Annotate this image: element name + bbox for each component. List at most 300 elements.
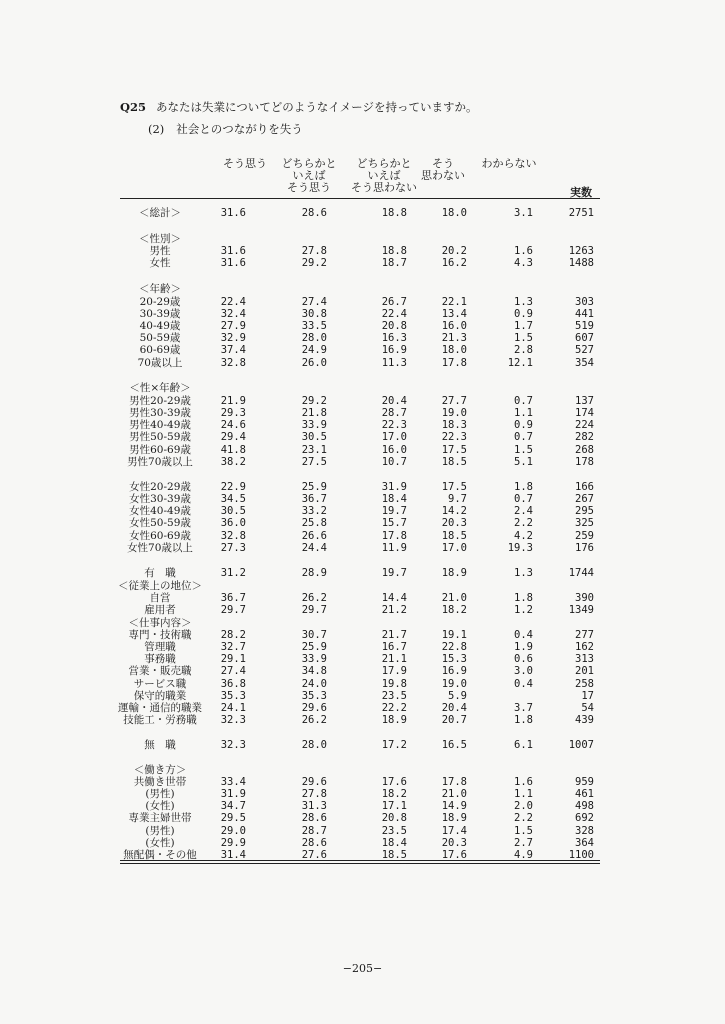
- cell-value: 31.2: [220, 567, 246, 579]
- cell-count: 1100: [568, 849, 594, 861]
- row-label: 男性50-59歳: [129, 431, 191, 443]
- cell-value: 16.2: [441, 257, 467, 269]
- cell-value: 20.8: [381, 320, 407, 332]
- cell-value: 41.8: [220, 444, 246, 456]
- row-label: 女性50-59歳: [129, 517, 191, 529]
- row-label: 30-39歳: [139, 308, 181, 320]
- row-label: ＜従業上の地位＞: [118, 580, 202, 592]
- row-label: 男性70歳以上: [127, 456, 193, 468]
- row-label: 自営: [149, 592, 171, 604]
- cell-count: 178: [575, 456, 594, 468]
- cell-value: 18.7: [381, 257, 407, 269]
- cell-value: 31.6: [220, 257, 246, 269]
- cell-value: 0.7: [514, 395, 533, 407]
- table-row: [0, 207, 725, 219]
- row-label: (女性): [145, 800, 175, 812]
- table-row: [0, 665, 725, 677]
- table-row: [0, 530, 725, 542]
- cell-count: 258: [575, 678, 594, 690]
- cell-value: 3.1: [514, 207, 533, 219]
- cell-value: 24.1: [220, 702, 246, 714]
- count-header: 実数: [570, 186, 592, 199]
- cell-value: 0.9: [514, 308, 533, 320]
- row-label: ＜年齢＞: [139, 283, 181, 295]
- cell-count: 461: [575, 788, 594, 800]
- cell-value: 26.2: [301, 714, 327, 726]
- cell-value: 36.7: [301, 493, 327, 505]
- cell-value: 17.5: [441, 444, 467, 456]
- cell-value: 2.7: [514, 837, 533, 849]
- cell-value: 21.8: [301, 407, 327, 419]
- row-label: 40-49歳: [139, 320, 181, 332]
- cell-value: 27.5: [301, 456, 327, 468]
- cell-value: 21.0: [441, 788, 467, 800]
- cell-value: 25.9: [301, 641, 327, 653]
- cell-value: 18.5: [441, 530, 467, 542]
- row-label: 60-69歳: [139, 344, 181, 356]
- column-header: そう思う: [223, 157, 267, 170]
- cell-value: 34.7: [220, 800, 246, 812]
- cell-count: 527: [575, 344, 594, 356]
- cell-count: 313: [575, 653, 594, 665]
- cell-value: 17.0: [441, 542, 467, 554]
- cell-value: 38.2: [220, 456, 246, 468]
- cell-count: 54: [581, 702, 594, 714]
- cell-value: 27.7: [441, 395, 467, 407]
- cell-value: 16.0: [441, 320, 467, 332]
- cell-count: 166: [575, 481, 594, 493]
- cell-value: 20.8: [381, 812, 407, 824]
- table-row: [0, 296, 725, 308]
- row-label: 専業主婦世帯: [128, 812, 192, 824]
- cell-value: 17.5: [441, 481, 467, 493]
- cell-value: 1.6: [514, 245, 533, 257]
- row-label: 保守的職業: [133, 690, 187, 702]
- row-label: 共働き世帯: [133, 776, 187, 788]
- cell-value: 20.4: [381, 395, 407, 407]
- cell-value: 1.8: [514, 481, 533, 493]
- column-header: どちらかと いえば そう思わない: [351, 157, 417, 194]
- cell-value: 1.5: [514, 825, 533, 837]
- cell-value: 21.7: [381, 629, 407, 641]
- table-row: [0, 419, 725, 431]
- cell-value: 28.6: [301, 837, 327, 849]
- table-row: [0, 776, 725, 788]
- row-label: 男性40-49歳: [129, 419, 191, 431]
- cell-value: 17.0: [381, 431, 407, 443]
- cell-value: 31.4: [220, 849, 246, 861]
- cell-value: 22.3: [381, 419, 407, 431]
- cell-value: 33.4: [220, 776, 246, 788]
- table-row: [0, 395, 725, 407]
- table-row: [0, 382, 725, 394]
- cell-value: 18.9: [381, 714, 407, 726]
- table-row: [0, 617, 725, 629]
- cell-value: 36.7: [220, 592, 246, 604]
- row-label: 女性: [149, 257, 171, 269]
- cell-value: 19.3: [507, 542, 533, 554]
- cell-value: 36.0: [220, 517, 246, 529]
- table-bottom-rule: [120, 860, 600, 861]
- question-text: あなたは失業についてどのようなイメージを持っていますか。: [156, 100, 478, 114]
- table-row: [0, 702, 725, 714]
- table-row: [0, 641, 725, 653]
- table-row: [0, 825, 725, 837]
- cell-value: 1.1: [514, 788, 533, 800]
- cell-value: 19.0: [441, 407, 467, 419]
- cell-value: 15.3: [441, 653, 467, 665]
- column-header: わからない: [481, 157, 537, 170]
- cell-value: 28.2: [220, 629, 246, 641]
- cell-value: 18.2: [381, 788, 407, 800]
- cell-count: 17: [581, 690, 594, 702]
- cell-value: 16.7: [381, 641, 407, 653]
- cell-value: 27.4: [301, 296, 327, 308]
- cell-value: 20.3: [441, 837, 467, 849]
- cell-value: 32.8: [220, 357, 246, 369]
- cell-value: 17.2: [381, 739, 407, 751]
- table-row: [0, 456, 725, 468]
- cell-value: 32.8: [220, 530, 246, 542]
- table-row: [0, 678, 725, 690]
- cell-count: 328: [575, 825, 594, 837]
- cell-value: 0.9: [514, 419, 533, 431]
- table-row: [0, 690, 725, 702]
- cell-value: 32.7: [220, 641, 246, 653]
- cell-count: 267: [575, 493, 594, 505]
- cell-value: 23.5: [381, 825, 407, 837]
- cell-value: 1.1: [514, 407, 533, 419]
- table-row: [0, 604, 725, 616]
- cell-count: 268: [575, 444, 594, 456]
- cell-value: 25.9: [301, 481, 327, 493]
- row-label: 無配偶・その他: [123, 849, 197, 861]
- cell-value: 14.4: [381, 592, 407, 604]
- row-label: 20-29歳: [139, 296, 181, 308]
- row-label: ＜性別＞: [139, 233, 181, 245]
- cell-value: 27.8: [301, 788, 327, 800]
- table-row: [0, 332, 725, 344]
- row-label: 女性30-39歳: [129, 493, 191, 505]
- cell-value: 37.4: [220, 344, 246, 356]
- cell-value: 1.2: [514, 604, 533, 616]
- cell-value: 4.9: [514, 849, 533, 861]
- cell-value: 2.2: [514, 517, 533, 529]
- cell-value: 29.3: [220, 407, 246, 419]
- cell-value: 34.8: [301, 665, 327, 677]
- table-row: [0, 567, 725, 579]
- cell-value: 22.3: [441, 431, 467, 443]
- cell-value: 21.1: [381, 653, 407, 665]
- cell-value: 2.2: [514, 812, 533, 824]
- cell-value: 14.2: [441, 505, 467, 517]
- cell-value: 28.6: [301, 812, 327, 824]
- cell-value: 17.6: [441, 849, 467, 861]
- row-label: ＜総計＞: [139, 207, 181, 219]
- cell-count: 2751: [568, 207, 594, 219]
- page-number: −205−: [342, 962, 383, 975]
- row-label: 専門・技術職: [128, 629, 192, 641]
- cell-value: 16.3: [381, 332, 407, 344]
- cell-value: 17.1: [381, 800, 407, 812]
- cell-value: 16.0: [381, 444, 407, 456]
- cell-value: 18.9: [441, 567, 467, 579]
- cell-value: 18.8: [381, 245, 407, 257]
- row-label: 男性60-69歳: [129, 444, 191, 456]
- cell-value: 22.8: [441, 641, 467, 653]
- cell-value: 1.8: [514, 592, 533, 604]
- cell-count: 277: [575, 629, 594, 641]
- cell-count: 259: [575, 530, 594, 542]
- row-label: 有 職: [144, 567, 176, 579]
- cell-value: 27.8: [301, 245, 327, 257]
- cell-value: 30.5: [301, 431, 327, 443]
- row-label: 女性40-49歳: [129, 505, 191, 517]
- cell-count: 390: [575, 592, 594, 604]
- cell-value: 35.3: [220, 690, 246, 702]
- cell-value: 29.2: [301, 395, 327, 407]
- cell-value: 17.9: [381, 665, 407, 677]
- cell-value: 29.0: [220, 825, 246, 837]
- cell-value: 29.9: [220, 837, 246, 849]
- cell-value: 27.4: [220, 665, 246, 677]
- cell-value: 18.3: [441, 419, 467, 431]
- cell-value: 27.6: [301, 849, 327, 861]
- cell-value: 22.9: [220, 481, 246, 493]
- cell-value: 32.4: [220, 308, 246, 320]
- cell-value: 16.5: [441, 739, 467, 751]
- row-label: 男性20-29歳: [129, 395, 191, 407]
- table-row: [0, 837, 725, 849]
- cell-value: 22.1: [441, 296, 467, 308]
- cell-count: 519: [575, 320, 594, 332]
- cell-value: 29.7: [220, 604, 246, 616]
- row-label: 事務職: [144, 653, 176, 665]
- cell-value: 31.3: [301, 800, 327, 812]
- cell-value: 26.2: [301, 592, 327, 604]
- cell-value: 19.7: [381, 505, 407, 517]
- cell-value: 30.5: [220, 505, 246, 517]
- cell-value: 1.5: [514, 332, 533, 344]
- cell-value: 28.0: [301, 739, 327, 751]
- cell-value: 35.3: [301, 690, 327, 702]
- cell-value: 21.9: [220, 395, 246, 407]
- cell-value: 11.3: [381, 357, 407, 369]
- cell-value: 0.4: [514, 678, 533, 690]
- table-row: [0, 764, 725, 776]
- cell-value: 31.9: [381, 481, 407, 493]
- cell-value: 25.8: [301, 517, 327, 529]
- table-row: [0, 320, 725, 332]
- cell-value: 26.0: [301, 357, 327, 369]
- table-row: [0, 629, 725, 641]
- cell-value: 33.9: [301, 419, 327, 431]
- cell-value: 0.7: [514, 493, 533, 505]
- table-row: [0, 257, 725, 269]
- cell-value: 18.0: [441, 344, 467, 356]
- table-top-rule: [120, 198, 600, 199]
- cell-value: 18.0: [441, 207, 467, 219]
- cell-count: 959: [575, 776, 594, 788]
- table-row: [0, 714, 725, 726]
- cell-value: 18.2: [441, 604, 467, 616]
- question-line: [120, 99, 477, 115]
- cell-value: 28.0: [301, 332, 327, 344]
- cell-value: 1.6: [514, 776, 533, 788]
- subquestion-text: 社会とのつながりを失う: [176, 122, 303, 136]
- row-label: (男性): [145, 825, 175, 837]
- cell-value: 1.3: [514, 567, 533, 579]
- row-label: (女性): [145, 837, 175, 849]
- cell-value: 29.1: [220, 653, 246, 665]
- cell-value: 19.1: [441, 629, 467, 641]
- table-row: [0, 344, 725, 356]
- row-label: 女性60-69歳: [129, 530, 191, 542]
- cell-value: 22.4: [220, 296, 246, 308]
- cell-value: 5.1: [514, 456, 533, 468]
- cell-value: 29.4: [220, 431, 246, 443]
- table-row: [0, 444, 725, 456]
- cell-value: 5.9: [448, 690, 467, 702]
- cell-count: 303: [575, 296, 594, 308]
- table-row: [0, 357, 725, 369]
- cell-value: 6.1: [514, 739, 533, 751]
- cell-value: 10.7: [381, 456, 407, 468]
- row-label: 女性70歳以上: [127, 542, 193, 554]
- cell-value: 18.8: [381, 207, 407, 219]
- cell-value: 17.8: [381, 530, 407, 542]
- cell-value: 33.2: [301, 505, 327, 517]
- cell-value: 31.9: [220, 788, 246, 800]
- cell-value: 21.2: [381, 604, 407, 616]
- table-row: [0, 233, 725, 245]
- cell-value: 19.8: [381, 678, 407, 690]
- cell-count: 282: [575, 431, 594, 443]
- cell-value: 26.6: [301, 530, 327, 542]
- table-bottom-rule-double: [120, 863, 600, 864]
- table-row: [0, 493, 725, 505]
- cell-value: 18.5: [381, 849, 407, 861]
- table-row: [0, 800, 725, 812]
- table-row: [0, 283, 725, 295]
- row-label: 雇用者: [144, 604, 176, 616]
- cell-value: 29.6: [301, 776, 327, 788]
- cell-value: 3.7: [514, 702, 533, 714]
- cell-value: 19.0: [441, 678, 467, 690]
- cell-value: 0.6: [514, 653, 533, 665]
- cell-value: 18.5: [441, 456, 467, 468]
- column-header: そう 思わない: [421, 157, 465, 182]
- cell-value: 1.5: [514, 444, 533, 456]
- row-label: 営業・販売職: [128, 665, 192, 677]
- cell-value: 29.5: [220, 812, 246, 824]
- row-label: 技能工・労務職: [123, 714, 197, 726]
- cell-value: 2.4: [514, 505, 533, 517]
- cell-value: 4.3: [514, 257, 533, 269]
- table-row: [0, 431, 725, 443]
- cell-value: 2.8: [514, 344, 533, 356]
- cell-value: 1.9: [514, 641, 533, 653]
- cell-value: 20.2: [441, 245, 467, 257]
- table-row: [0, 592, 725, 604]
- cell-value: 28.7: [381, 407, 407, 419]
- cell-count: 1488: [568, 257, 594, 269]
- cell-count: 364: [575, 837, 594, 849]
- table-row: [0, 505, 725, 517]
- row-label: 女性20-29歳: [129, 481, 191, 493]
- cell-count: 439: [575, 714, 594, 726]
- cell-value: 17.8: [441, 357, 467, 369]
- cell-value: 28.9: [301, 567, 327, 579]
- cell-value: 20.4: [441, 702, 467, 714]
- cell-value: 32.3: [220, 714, 246, 726]
- cell-value: 32.3: [220, 739, 246, 751]
- row-label: 無 職: [144, 739, 176, 751]
- table-row: [0, 739, 725, 751]
- cell-value: 20.3: [441, 517, 467, 529]
- cell-value: 23.1: [301, 444, 327, 456]
- cell-value: 29.2: [301, 257, 327, 269]
- cell-value: 28.7: [301, 825, 327, 837]
- cell-value: 19.7: [381, 567, 407, 579]
- cell-value: 18.9: [441, 812, 467, 824]
- cell-value: 24.6: [220, 419, 246, 431]
- row-label: 管理職: [144, 641, 176, 653]
- table-row: [0, 481, 725, 493]
- cell-value: 1.3: [514, 296, 533, 308]
- cell-value: 31.6: [220, 207, 246, 219]
- table-row: [0, 580, 725, 592]
- cell-value: 33.5: [301, 320, 327, 332]
- column-header: どちらかと いえば そう思う: [281, 157, 337, 194]
- cell-value: 30.7: [301, 629, 327, 641]
- cell-count: 201: [575, 665, 594, 677]
- cell-value: 21.3: [441, 332, 467, 344]
- cell-count: 325: [575, 517, 594, 529]
- cell-value: 15.7: [381, 517, 407, 529]
- cell-count: 224: [575, 419, 594, 431]
- cell-value: 28.6: [301, 207, 327, 219]
- cell-count: 441: [575, 308, 594, 320]
- table-row: [0, 653, 725, 665]
- subquestion-number: (2): [148, 122, 165, 136]
- cell-value: 2.0: [514, 800, 533, 812]
- cell-value: 9.7: [448, 493, 467, 505]
- cell-value: 1.7: [514, 320, 533, 332]
- cell-value: 12.1: [507, 357, 533, 369]
- cell-value: 0.7: [514, 431, 533, 443]
- cell-value: 27.3: [220, 542, 246, 554]
- cell-value: 30.8: [301, 308, 327, 320]
- row-label: サービス職: [133, 678, 187, 690]
- row-label: (男性): [145, 788, 175, 800]
- cell-value: 17.8: [441, 776, 467, 788]
- cell-count: 1263: [568, 245, 594, 257]
- table-row: [0, 308, 725, 320]
- cell-value: 29.6: [301, 702, 327, 714]
- cell-value: 4.2: [514, 530, 533, 542]
- cell-value: 22.2: [381, 702, 407, 714]
- cell-count: 176: [575, 542, 594, 554]
- cell-value: 27.9: [220, 320, 246, 332]
- table-row: [0, 517, 725, 529]
- table-row: [0, 407, 725, 419]
- cell-count: 1744: [568, 567, 594, 579]
- cell-value: 29.7: [301, 604, 327, 616]
- row-label: 50-59歳: [139, 332, 181, 344]
- cell-count: 1007: [568, 739, 594, 751]
- cell-value: 17.4: [441, 825, 467, 837]
